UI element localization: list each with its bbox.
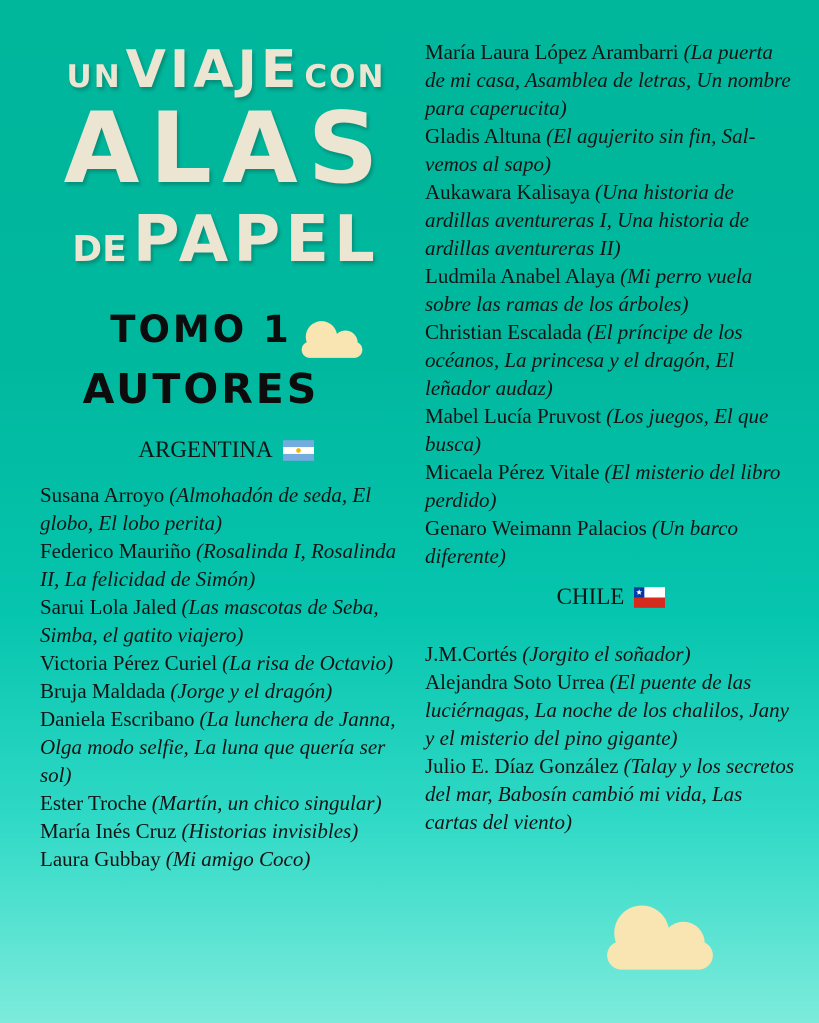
- author-works: (Mi perro vuela sobre las ramas de los árboles): [425, 264, 753, 316]
- title-word-un: UN: [66, 59, 122, 95]
- author-name: Mabel Lucía Pruvost: [425, 404, 602, 428]
- author-name: Bruja Maldada: [40, 679, 166, 703]
- chile-flag-icon: [634, 587, 665, 608]
- argentina-label: ARGENTINA: [138, 437, 273, 462]
- author-works: (Rosalinda I, Rosalinda II, La felicidad de Simón): [40, 539, 397, 591]
- author-name: Aukawara Kalisaya: [425, 180, 591, 204]
- section-heading-chile: [425, 584, 797, 610]
- cloud-icon: [599, 896, 721, 972]
- author-entry: [40, 677, 412, 705]
- author-name: Micaela Pérez Vitale: [425, 460, 600, 484]
- author-works: (La risa de Octavio): [222, 651, 394, 675]
- author-entry: [40, 705, 412, 789]
- author-entry: [40, 537, 412, 593]
- author-entry: [425, 402, 797, 458]
- title-line-3: [40, 203, 412, 277]
- author-name: María Inés Cruz: [40, 819, 177, 843]
- argentina-flag-icon: [283, 440, 314, 461]
- author-name: Genaro Weimann Palacios: [425, 516, 647, 540]
- author-entry: [40, 789, 412, 817]
- author-name: Sarui Lola Jaled: [40, 595, 177, 619]
- author-entry: [425, 262, 797, 318]
- author-works: (La puerta de mi casa, Asamblea de letras, Un nombre para caperucita): [425, 40, 791, 120]
- author-entry: [40, 817, 412, 845]
- author-entry: [40, 593, 412, 649]
- author-works: (El príncipe de los océanos, La princesa y el dragón, El leñador audaz): [425, 320, 743, 400]
- left-column: [40, 0, 412, 873]
- chile-label: CHILE: [556, 584, 625, 609]
- author-name: Federico Mauriño: [40, 539, 192, 563]
- author-works: (El misterio del libro perdido): [425, 460, 781, 512]
- author-works: (Una historia de ardillas aventureras I, Una historia de ardillas aventureras II): [425, 180, 749, 260]
- author-works: (Jorgito el soñador): [522, 642, 691, 666]
- title-word-con: CON: [304, 59, 386, 95]
- title-word-viaje: VIAJE: [125, 40, 301, 100]
- author-entry: [40, 649, 412, 677]
- author-name: Laura Gubbay: [40, 847, 161, 871]
- section-heading-argentina: [40, 437, 412, 463]
- author-works: (Talay y los secretos del mar, Babosín cambió mi vida, Las cartas del viento): [425, 754, 795, 834]
- author-works: (Jorge y el dragón): [170, 679, 333, 703]
- author-entry: [40, 481, 412, 537]
- author-name: Alejandra Soto Urrea: [425, 670, 605, 694]
- author-works: (Historias invisibles): [181, 819, 359, 843]
- author-works: (Los juegos, El que busca): [425, 404, 769, 456]
- title-word-papel: PAPEL: [132, 203, 380, 277]
- author-name: Ester Troche: [40, 791, 147, 815]
- author-name: J.M.Cortés: [425, 642, 518, 666]
- cloud-icon: [297, 317, 367, 358]
- author-works: (El puente de las luciérnagas, La noche de los chalilos, Jany y el misterio del pino gigante): [425, 670, 789, 750]
- author-name: Daniela Escribano: [40, 707, 195, 731]
- title-word-de: DE: [72, 229, 127, 270]
- author-works: (La lunchera de Janna, Olga modo selfie, La luna que quería ser sol): [40, 707, 396, 787]
- argentina-author-list-left: [40, 481, 412, 873]
- author-entry: [425, 318, 797, 402]
- author-name: María Laura López Arambarri: [425, 40, 679, 64]
- page-title: [40, 0, 412, 277]
- author-works: (El agujerito sin fin, Salvemos al sapo): [425, 124, 756, 176]
- title-line-1: [40, 40, 412, 100]
- right-column: [425, 0, 797, 836]
- chile-author-list: [425, 640, 797, 836]
- author-works: (Martín, un chico singular): [151, 791, 382, 815]
- volume-heading: TOMO 1: [110, 308, 292, 351]
- author-name: Victoria Pérez Curiel: [40, 651, 218, 675]
- author-entry: [425, 640, 797, 668]
- author-entry: [425, 122, 797, 178]
- author-entry: [425, 458, 797, 514]
- author-works: (Un barco diferente): [425, 516, 738, 568]
- author-entry: [425, 38, 797, 122]
- author-name: Gladis Altuna: [425, 124, 542, 148]
- author-works: (Almohadón de seda, El globo, El lobo perita): [40, 483, 372, 535]
- authors-heading: AUTORES: [82, 365, 320, 413]
- author-entry: [40, 845, 412, 873]
- author-entry: [425, 668, 797, 752]
- author-works: (Mi amigo Coco): [165, 847, 311, 871]
- author-name: Ludmila Anabel Alaya: [425, 264, 616, 288]
- author-works: (Las mascotas de Seba, Simba, el gatito viajero): [40, 595, 379, 647]
- author-name: Julio E. Díaz González: [425, 754, 619, 778]
- author-entry: [425, 514, 797, 570]
- title-word-alas: ALAS: [63, 92, 389, 206]
- author-name: Susana Arroyo: [40, 483, 165, 507]
- author-name: Christian Escalada: [425, 320, 582, 344]
- author-entry: [425, 178, 797, 262]
- argentina-author-list-continued: [425, 38, 797, 570]
- author-entry: [425, 752, 797, 836]
